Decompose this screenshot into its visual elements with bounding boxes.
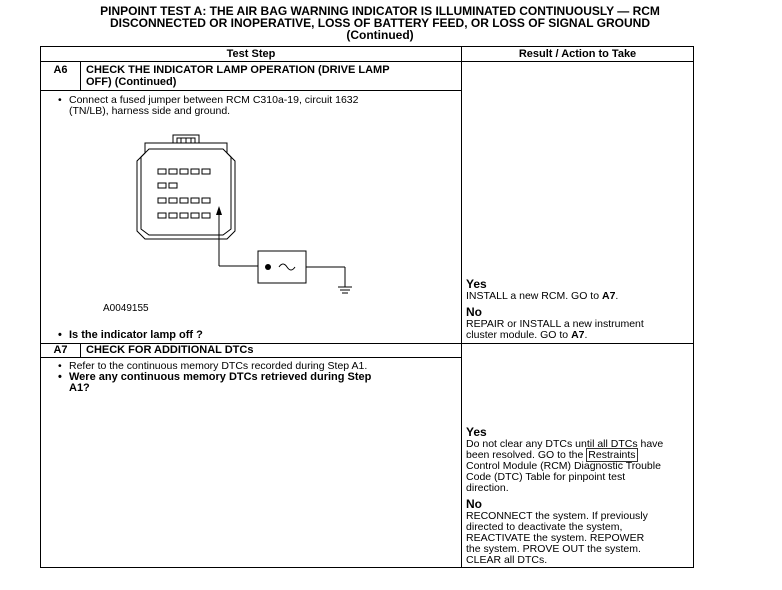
result-a6-no-text-1: REPAIR or INSTALL a new instrument (466, 318, 644, 330)
result-a7-no-label: No (466, 497, 483, 511)
figure-id: A0049155 (103, 303, 149, 314)
step-title-a7: CHECK FOR ADDITIONAL DTCs (81, 344, 462, 358)
result-a7-yes-line4: Code (DTC) Table for pinpoint test (466, 471, 626, 483)
step-body-a7 (41, 358, 462, 568)
pinpoint-test-table (40, 46, 694, 568)
step-title-a6-line1: CHECK THE INDICATOR LAMP OPERATION (DRIVE LAMP (86, 64, 390, 76)
step-id-a7: A7 (41, 344, 81, 358)
result-header: Result / Action to Take (462, 47, 694, 62)
result-a7 (462, 344, 694, 568)
page-title-continued: (Continued) (346, 28, 414, 42)
result-a6-yes-label: Yes (466, 277, 487, 291)
step-id-a6: A6 (41, 62, 81, 91)
test-step-header: Test Step (41, 47, 462, 62)
restraints-link[interactable]: Restraints (588, 449, 636, 461)
page-title-line-1: PINPOINT TEST A: THE AIR BAG WARNING INDICATOR IS ILLUMINATED CONTINUOUSLY — RCM (100, 4, 660, 18)
result-a7-no-line2: directed to deactivate the system, (466, 521, 623, 533)
result-a6-yes-text: INSTALL a new RCM. GO to A7. (466, 290, 619, 302)
result-a7-yes-line1: Do not clear any DTCs until all DTCs have (466, 438, 664, 450)
a7-bullet-1: • Refer to the continuous memory DTCs recorded during Step A1. (58, 360, 368, 372)
result-a6 (462, 62, 694, 344)
a6-bullet-1: • Connect a fused jumper between RCM C310a-19, circuit 1632 (TN/LB), harness side and ground. (58, 94, 359, 117)
result-a7-yes-line2: been resolved. GO to the Restraints (466, 449, 636, 461)
result-a7-no-line1: RECONNECT the system. If previously (466, 510, 648, 522)
connector-pins (158, 169, 210, 218)
step-title-a6-line2: OFF) (Continued) (86, 76, 177, 88)
step-body-a6 (41, 91, 462, 344)
connector-body (137, 143, 235, 239)
result-a7-yes-line3: Control Module (RCM) Diagnostic Trouble (466, 460, 661, 472)
result-a7-no-line3: REACTIVATE the system. REPOWER (466, 532, 645, 544)
a6-question: • Is the indicator lamp off ? (58, 329, 203, 341)
result-a6-no-label: No (466, 305, 483, 319)
result-a6-no-text-2: cluster module. GO to A7. (466, 329, 588, 341)
a7-bullet-2: • Were any continuous memory DTCs retrieved during Step A1? (58, 371, 372, 394)
step-title-a6 (81, 62, 462, 91)
result-a7-no-line5: CLEAR all DTCs. (466, 554, 548, 566)
result-a7-yes-line5: direction. (466, 482, 509, 494)
page-title-line-2: DISCONNECTED OR INOPERATIVE, LOSS OF BATTERY FEED, OR LOSS OF SIGNAL GROUND (109, 16, 651, 30)
result-a7-no-line4: the system. PROVE OUT the system. (466, 543, 641, 555)
result-a7-yes-label: Yes (466, 425, 487, 439)
